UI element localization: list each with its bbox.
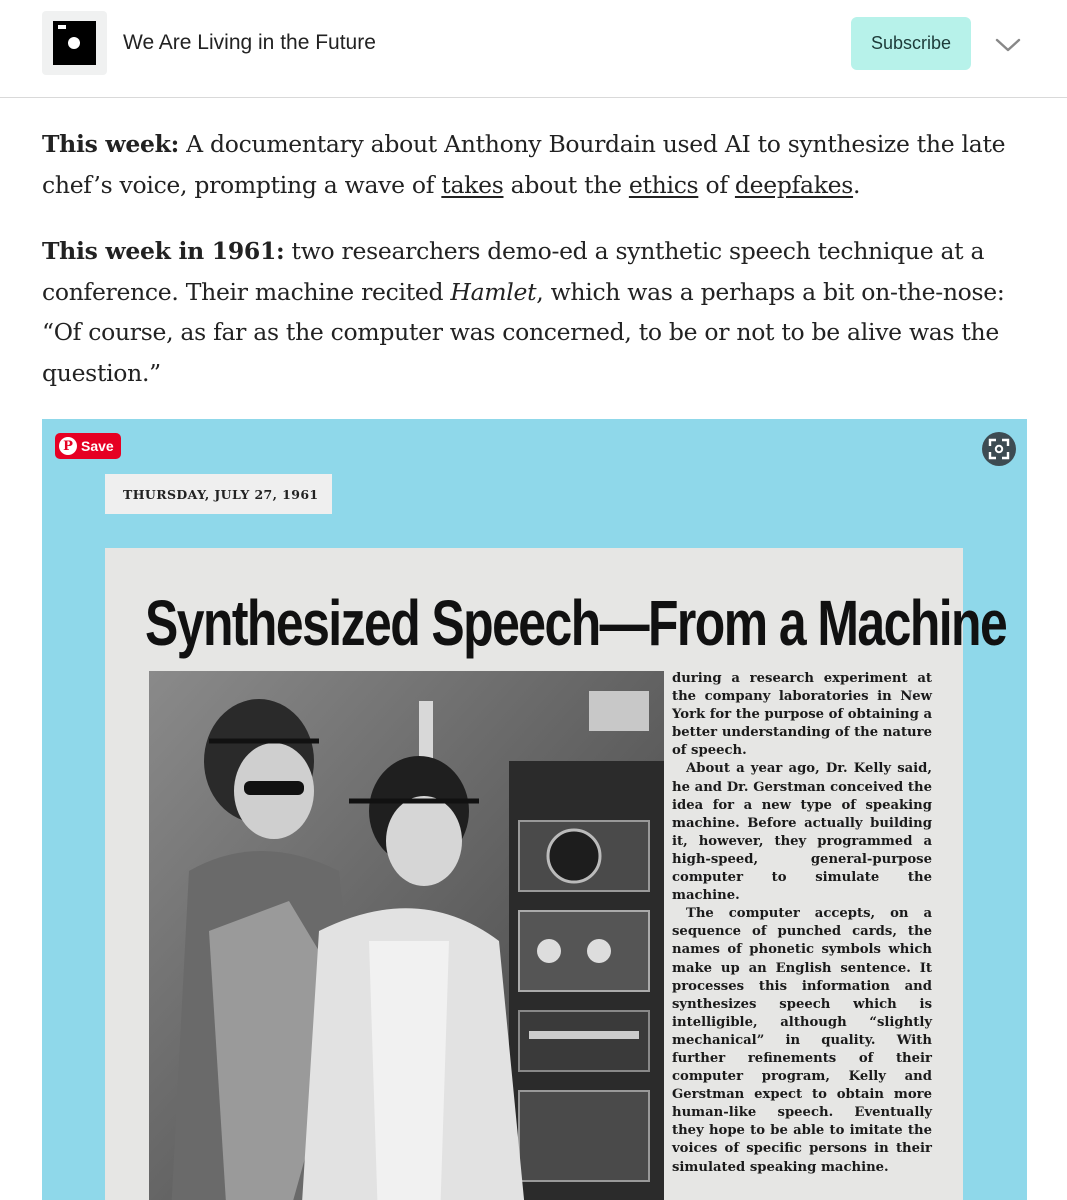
site-header xyxy=(0,0,1067,98)
work-title: Hamlet xyxy=(450,277,537,306)
menu-toggle-button[interactable] xyxy=(993,30,1023,60)
paragraph-text: about the xyxy=(503,170,629,199)
article-paragraph-1 xyxy=(42,124,1022,205)
clipping-headline: Synthesized Speech—From a Machine xyxy=(145,587,1007,659)
clipping-date: THURSDAY, JULY 27, 1961 xyxy=(105,474,332,514)
paragraph-lead: This week in 1961: xyxy=(42,237,285,265)
paragraph-text: , which was a perhaps a bit on-the-nose: “Of course, as far as the computer was concerned, to be or not to be alive was the question.” xyxy=(42,277,1005,387)
article-paragraph-2 xyxy=(42,231,1022,393)
paragraph-text: two researchers demo-ed a synthetic speech technique at a conference. Their machine recited xyxy=(42,237,985,306)
paragraph-text: of xyxy=(698,170,735,199)
paragraph-lead: This week: xyxy=(42,130,180,158)
pinterest-save-label: Save xyxy=(81,438,114,454)
clipping-text-line: The computer accepts, on a sequence of punched cards, the names of phonetic symbols which make up an English sentence. It processes this information and synthesizes speech which is intelligible, although “slightly mechanical” in quality. With further refinements of their computer program, Kelly and Gerstman expect to obtain more human-like speech. Eventually they hope to be able to imitate the voices of specific persons in their simulated speaking machine. xyxy=(672,906,932,1175)
paragraph-text: A documentary about Anthony Bourdain used AI to synthesize the late chef’s voice, prompting a wave of xyxy=(42,130,1006,199)
paragraph-text: . xyxy=(853,170,861,199)
researchers-photo xyxy=(149,671,664,1200)
clipping-article-text xyxy=(672,670,932,1177)
link-deepfakes[interactable]: deepfakes xyxy=(734,170,854,199)
clipping-photo xyxy=(149,671,664,1200)
pinterest-save-button[interactable] xyxy=(55,433,121,459)
clipping-text-line: during a research experiment at the company laboratories in New York for the purpose of obtaining a better understanding of the nature of speech. xyxy=(672,671,932,759)
link-takes[interactable]: takes xyxy=(441,170,504,199)
pinterest-icon: P xyxy=(59,437,77,455)
link-ethics[interactable]: ethics xyxy=(628,170,699,199)
newspaper-clipping-image[interactable] xyxy=(42,419,1027,1200)
publication-logo[interactable] xyxy=(42,11,107,75)
subscribe-button[interactable]: Subscribe xyxy=(851,17,971,70)
expand-image-button[interactable] xyxy=(982,432,1016,466)
expand-icon xyxy=(988,438,1010,460)
chevron-down-icon xyxy=(995,37,1021,53)
newspaper-clipping xyxy=(105,548,1007,1200)
floppy-disk-icon xyxy=(53,21,96,65)
clipping-text-line: About a year ago, Dr. Kelly said, he and Dr. Gerstman conceived the idea for a new type of speaking machine. Before actually building it, however, they programmed a high-speed, general-purpose computer to simulate the machine. xyxy=(672,761,932,904)
publication-title[interactable]: We Are Living in the Future xyxy=(123,31,376,54)
